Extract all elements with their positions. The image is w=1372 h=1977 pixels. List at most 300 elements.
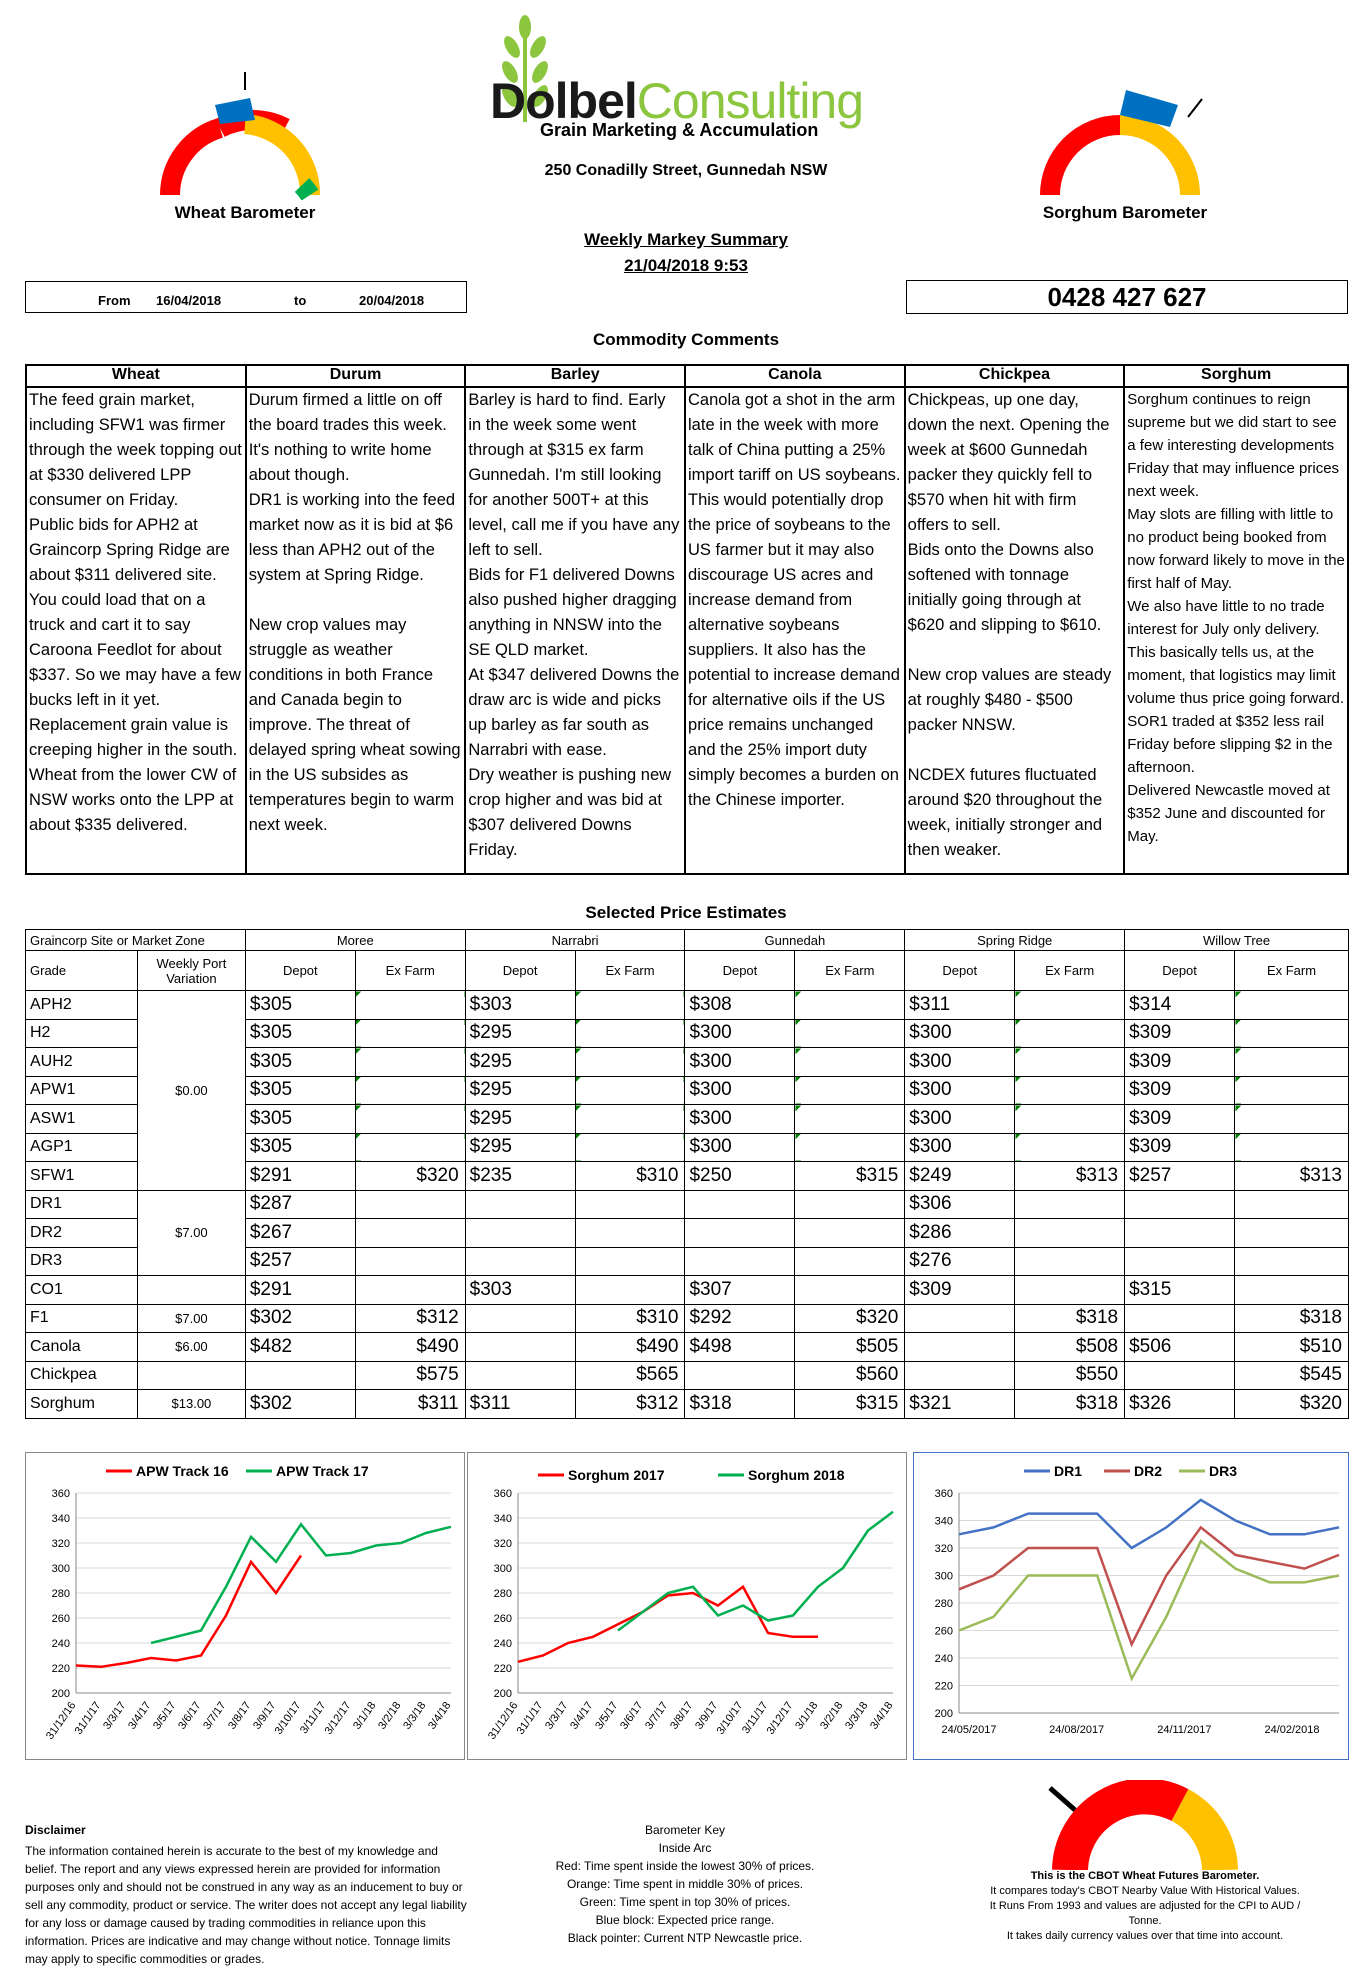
exfarm-price-cell (355, 1076, 465, 1105)
depot-price-cell: $300 (905, 1076, 1015, 1105)
exfarm-price-cell (795, 1076, 905, 1105)
comment-header-canola: Canola (685, 365, 905, 387)
legend-label: DR1 (1054, 1463, 1083, 1479)
site-moree: Moree (245, 930, 465, 951)
cbot-barometer-text: This is the CBOT Wheat Futures Barometer. It compares today's CBOT Nearby Value With Historical Values. It Runs From 1993 and values are adjusted for the CPI to AUD / Tonne. It takes daily currency values over that time into account. (989, 1870, 1301, 1942)
exfarm-price-cell (355, 1276, 465, 1305)
x-tick-label: 3/1/18 (351, 1699, 379, 1732)
depot-price-cell: $482 (245, 1333, 355, 1362)
durum-chart (914, 1453, 1350, 1761)
x-tick-label: 3/1/18 (793, 1699, 821, 1732)
exfarm-price-cell (355, 1219, 465, 1248)
depot-price-cell: $291 (245, 1276, 355, 1305)
to-date: 20/04/2018 (359, 293, 425, 308)
depot-price-cell: $286 (905, 1219, 1015, 1248)
exfarm-price-cell: $490 (355, 1333, 465, 1362)
exfarm-price-cell: $490 (575, 1333, 685, 1362)
depot-price-cell (465, 1361, 575, 1390)
depot-price-cell: $287 (245, 1190, 355, 1219)
exfarm-price-cell (1235, 1133, 1349, 1162)
grade-cell: DR1 (26, 1190, 138, 1219)
depot-price-cell: $276 (905, 1247, 1015, 1276)
exfarm-price-cell (1015, 1019, 1125, 1048)
depot-price-cell: $305 (245, 1019, 355, 1048)
x-tick-label: 24/11/2017 (1157, 1724, 1212, 1736)
exfarm-price-cell (575, 1219, 685, 1248)
y-tick-label: 360 (934, 1488, 953, 1500)
depot-price-cell: $295 (465, 1019, 575, 1048)
x-tick-label: 3/2/18 (376, 1699, 404, 1732)
depot-price-cell (245, 1361, 355, 1390)
grade-cell: AGP1 (26, 1133, 138, 1162)
exfarm-price-cell (1235, 991, 1349, 1020)
y-tick-label: 360 (51, 1488, 70, 1500)
x-tick-label: 3/8/17 (668, 1699, 696, 1732)
exfarm-price-cell (1235, 1276, 1349, 1305)
price-row-canola (26, 1333, 1349, 1362)
y-tick-label: 300 (51, 1563, 70, 1575)
depot-price-cell: $321 (905, 1390, 1015, 1419)
depot-price-cell (465, 1304, 575, 1333)
exfarm-price-cell (795, 1247, 905, 1276)
exfarm-price-cell: $575 (355, 1361, 465, 1390)
depot-price-cell: $303 (465, 1276, 575, 1305)
comments-title: Commodity Comments (592, 330, 780, 349)
depot-price-cell: $307 (685, 1276, 795, 1305)
depot-price-cell: $315 (1125, 1276, 1235, 1305)
x-tick-label: 3/5/17 (593, 1699, 621, 1732)
depot-price-cell: $506 (1125, 1333, 1235, 1362)
exfarm-price-cell: $312 (355, 1304, 465, 1333)
comment-header-barley: Barley (465, 365, 685, 387)
exfarm-price-cell: $565 (575, 1361, 685, 1390)
y-tick-label: 320 (51, 1538, 70, 1550)
price-row-co1 (26, 1276, 1349, 1305)
exfarm-price-cell: $510 (1235, 1333, 1349, 1362)
y-tick-label: 200 (51, 1688, 70, 1700)
apw-track-chart (26, 1453, 466, 1761)
exfarm-price-cell (1235, 1019, 1349, 1048)
y-tick-label: 320 (934, 1543, 953, 1555)
x-tick-label: 3/2/18 (818, 1699, 846, 1732)
brand-tagline: Grain Marketing & Accumulation (540, 120, 819, 140)
exfarm-price-cell (1235, 1076, 1349, 1105)
port-variation-cell: $7.00 (137, 1304, 245, 1333)
depot-price-cell: $318 (685, 1390, 795, 1419)
grade-cell: APH2 (26, 991, 138, 1020)
commodity-comments-table (25, 364, 1349, 875)
comment-sorghum: Sorghum continues to reign supreme but we did start to see a few interesting developments Friday that may influence prices next week. May slots are filling with little to no product being booked from now forward likely to move in the first half of May. We also have little to no trade interest for July only delivery. This basically tells us, at the moment, that logistics may limit volume thus price going forward. SOR1 traded at $352 less rail Friday before slipping $2 in the afternoon. Delivered Newcastle moved at $352 June and discounted for May. (1124, 387, 1348, 874)
depot-price-cell (465, 1247, 575, 1276)
grade-cell: Chickpea (26, 1361, 138, 1390)
comment-header-durum: Durum (246, 365, 466, 387)
depot-price-cell: $326 (1125, 1390, 1235, 1419)
y-tick-label: 360 (493, 1488, 512, 1500)
y-tick-label: 260 (934, 1625, 953, 1638)
y-tick-label: 220 (51, 1663, 70, 1675)
depot-price-cell: $305 (245, 1105, 355, 1134)
x-tick-label: 3/3/17 (101, 1699, 129, 1732)
y-tick-label: 280 (493, 1588, 512, 1600)
grade-cell: AUH2 (26, 1048, 138, 1077)
price-row-dr1 (26, 1190, 1349, 1219)
exfarm-price-cell (1015, 1105, 1125, 1134)
grade-cell: F1 (26, 1304, 138, 1333)
disclaimer-title: Disclaimer (25, 1823, 86, 1837)
grade-cell: Canola (26, 1333, 138, 1362)
depot-price-cell (1125, 1190, 1235, 1219)
depot-price-cell: $292 (685, 1304, 795, 1333)
exfarm-price-cell (795, 1105, 905, 1134)
exfarm-price-cell: $310 (575, 1162, 685, 1191)
price-row-chickpea (26, 1361, 1349, 1390)
y-tick-label: 200 (493, 1688, 512, 1700)
from-date: 16/04/2018 (156, 293, 222, 308)
depot-price-cell: $300 (905, 1105, 1015, 1134)
depot-price-cell (685, 1190, 795, 1219)
port-variation-cell (137, 1276, 245, 1305)
depot-price-cell: $498 (685, 1333, 795, 1362)
port-variation-cell (137, 1361, 245, 1390)
y-tick-label: 200 (934, 1708, 953, 1720)
wheat-barometer-label: Wheat Barometer (174, 203, 316, 222)
depot-price-cell (1125, 1361, 1235, 1390)
depot-price-cell: $300 (905, 1019, 1015, 1048)
exfarm-price-cell: $550 (1015, 1361, 1125, 1390)
depot-price-cell: $305 (245, 1076, 355, 1105)
exfarm-price-cell: $320 (795, 1304, 905, 1333)
x-tick-label: 3/3/18 (843, 1699, 871, 1732)
depot-price-cell: $309 (1125, 1048, 1235, 1077)
x-tick-label: 24/05/2017 (941, 1724, 997, 1736)
exfarm-price-cell (355, 1048, 465, 1077)
x-tick-label: 3/6/17 (176, 1699, 204, 1732)
barometer-key: Barometer Key Inside Arc Red: Time spent inside the lowest 30% of prices. Orange: Time spent in middle 30% of prices. Green: Time spent in top 30% of prices. Blue block: Expected price range. Black pointer: Current NTP Newcastle price. (555, 1823, 815, 1945)
x-tick-label: 3/5/17 (151, 1699, 179, 1732)
series-line-1 (151, 1524, 451, 1643)
y-tick-label: 240 (51, 1638, 70, 1650)
x-tick-label: 3/10/17 (714, 1699, 746, 1737)
legend-label: DR2 (1134, 1463, 1163, 1479)
grade-cell: DR2 (26, 1219, 138, 1248)
depot-price-cell (905, 1361, 1015, 1390)
depot-price-cell: $302 (245, 1304, 355, 1333)
depot-price-cell (685, 1361, 795, 1390)
grade-cell: ASW1 (26, 1105, 138, 1134)
exfarm-price-cell: $318 (1015, 1304, 1125, 1333)
x-tick-label: 3/9/17 (251, 1699, 279, 1732)
exfarm-price-cell (1235, 1190, 1349, 1219)
series-line-0 (518, 1587, 818, 1662)
depot-price-cell (905, 1333, 1015, 1362)
depot-price-cell: $300 (685, 1019, 795, 1048)
exfarm-price-cell (795, 1048, 905, 1077)
exfarm-price-cell: $505 (795, 1333, 905, 1362)
exfarm-price-cell (575, 1190, 685, 1219)
sorghum-barometer-label: Sorghum Barometer (1042, 203, 1208, 222)
sorghum-barometer-gauge (1030, 75, 1230, 205)
grade-cell: DR3 (26, 1247, 138, 1276)
x-tick-label: 3/3/17 (543, 1699, 571, 1732)
depot-price-cell: $300 (685, 1076, 795, 1105)
x-tick-label: 3/12/17 (322, 1699, 354, 1737)
depot-price-cell (465, 1333, 575, 1362)
price-row-aph2 (26, 991, 1349, 1020)
exfarm-price-cell: $312 (575, 1390, 685, 1419)
depot-price-cell: $309 (1125, 1019, 1235, 1048)
x-tick-label: 3/6/17 (618, 1699, 646, 1732)
exfarm-price-cell: $508 (1015, 1333, 1125, 1362)
address: 250 Conadilly Street, Gunnedah NSW (544, 162, 828, 179)
depot-price-cell: $302 (245, 1390, 355, 1419)
x-tick-label: 3/9/17 (693, 1699, 721, 1732)
port-variation-cell: $13.00 (137, 1390, 245, 1419)
exfarm-price-cell: $545 (1235, 1361, 1349, 1390)
y-tick-label: 220 (934, 1680, 953, 1693)
report-datetime: 21/04/2018 9:53 (624, 256, 748, 275)
exfarm-price-cell (575, 1019, 685, 1048)
depot-price-cell: $257 (1125, 1162, 1235, 1191)
exfarm-price-cell (1015, 1133, 1125, 1162)
exfarm-price-cell (575, 1133, 685, 1162)
depot-price-cell: $309 (1125, 1076, 1235, 1105)
exfarm-price-cell (575, 991, 685, 1020)
y-tick-label: 320 (493, 1538, 512, 1550)
depot-price-cell (905, 1304, 1015, 1333)
grade-cell: Sorghum (26, 1390, 138, 1419)
exfarm-price-cell: $560 (795, 1361, 905, 1390)
depot-price-cell: $300 (685, 1048, 795, 1077)
site-spring-ridge: Spring Ridge (905, 930, 1125, 951)
x-tick-label: 3/4/18 (426, 1699, 454, 1732)
series-line-1 (618, 1512, 893, 1631)
y-tick-label: 340 (493, 1513, 512, 1525)
exfarm-price-cell (355, 1190, 465, 1219)
exfarm-price-cell (355, 991, 465, 1020)
series-line-0 (76, 1556, 301, 1667)
price-row-sorghum (26, 1390, 1349, 1419)
phone-number: 0428 427 627 (906, 280, 1348, 314)
exfarm-price-cell (1015, 991, 1125, 1020)
grade-cell: APW1 (26, 1076, 138, 1105)
exfarm-price-cell (795, 1019, 905, 1048)
exfarm-price-cell: $318 (1235, 1304, 1349, 1333)
site-narrabri: Narrabri (465, 930, 685, 951)
disclaimer-text: The information contained herein is accurate to the best of my knowledge and belief. The report and any views expressed herein are provided for information purposes only and should not be construed in any way as an inducement to buy or sell any commodity, product or service. The writer does not accept any legal liability for any loss or damage caused by trading commodities in reliance upon this information. Prices are indicative and may change without notice. Tonnage limits may apply to specific commodities or grades. (25, 1844, 467, 1966)
exfarm-price-cell (1235, 1105, 1349, 1134)
exfarm-price-cell (575, 1048, 685, 1077)
x-tick-label: 31/12/16 (486, 1699, 521, 1742)
depot-price-cell: $249 (905, 1162, 1015, 1191)
y-tick-label: 240 (493, 1638, 512, 1650)
x-tick-label: 24/02/2018 (1264, 1724, 1320, 1736)
exfarm-price-cell (355, 1019, 465, 1048)
exfarm-price-cell (1015, 1219, 1125, 1248)
y-tick-label: 260 (493, 1613, 512, 1625)
y-tick-label: 300 (493, 1563, 512, 1575)
x-tick-label: 3/11/17 (298, 1699, 329, 1737)
x-tick-label: 3/11/17 (740, 1699, 771, 1737)
depot-price-cell: $291 (245, 1162, 355, 1191)
exfarm-price-cell (795, 1190, 905, 1219)
depot-price-cell: $309 (1125, 1105, 1235, 1134)
legend-label: APW Track 16 (136, 1463, 229, 1479)
depot-price-cell: $300 (905, 1048, 1015, 1077)
exfarm-price-cell: $313 (1015, 1162, 1125, 1191)
y-tick-label: 280 (51, 1588, 70, 1600)
series-line-1 (959, 1527, 1339, 1644)
exfarm-price-cell (1235, 1048, 1349, 1077)
depot-price-cell: $311 (465, 1390, 575, 1419)
exfarm-price-cell (355, 1133, 465, 1162)
legend-label: APW Track 17 (276, 1463, 369, 1479)
exfarm-price-cell (1015, 1076, 1125, 1105)
x-tick-label: 3/10/17 (272, 1699, 304, 1737)
exfarm-price-cell (795, 1276, 905, 1305)
exfarm-price-cell (795, 991, 905, 1020)
y-tick-label: 240 (934, 1653, 953, 1665)
depot-price-cell: $295 (465, 1076, 575, 1105)
depot-price-cell: $305 (245, 991, 355, 1020)
exfarm-price-cell (1015, 1048, 1125, 1077)
port-variation-cell: $7.00 (137, 1190, 245, 1276)
depot-price-cell: $267 (245, 1219, 355, 1248)
exfarm-price-cell (795, 1219, 905, 1248)
y-tick-label: 220 (493, 1663, 512, 1675)
depot-price-cell (1125, 1247, 1235, 1276)
report-title: Weekly Markey Summary (584, 230, 788, 249)
depot-price-cell: $300 (685, 1133, 795, 1162)
depot-price-cell (465, 1219, 575, 1248)
comment-canola: Canola got a shot in the arm late in the week with more talk of China putting a 25% import tariff on US soybeans. This would potentially drop the price of soybeans to the US farmer but it may also discourage US acres and increase demand from alternative soybeans suppliers. It also has the potential to increase demand for alternative oils if the US price remains unchanged and the 25% import duty simply becomes a burden on the Chinese importer. (685, 387, 905, 874)
exfarm-price-cell: $320 (355, 1162, 465, 1191)
y-tick-label: 340 (51, 1513, 70, 1525)
depot-price-cell: $250 (685, 1162, 795, 1191)
depot-price-cell: $309 (1125, 1133, 1235, 1162)
exfarm-price-cell (1015, 1276, 1125, 1305)
exfarm-price-cell (1235, 1219, 1349, 1248)
depot-price-cell: $303 (465, 991, 575, 1020)
depot-price-cell: $295 (465, 1048, 575, 1077)
depot-price-cell (465, 1190, 575, 1219)
legend-label: DR3 (1209, 1463, 1238, 1479)
exfarm-price-cell (575, 1105, 685, 1134)
exfarm-price-cell (575, 1076, 685, 1105)
y-tick-label: 340 (934, 1515, 953, 1528)
x-tick-label: 3/4/17 (126, 1699, 154, 1732)
exfarm-price-cell: $311 (355, 1390, 465, 1419)
depot-price-cell: $300 (905, 1133, 1015, 1162)
y-tick-label: 260 (51, 1613, 70, 1625)
exfarm-price-cell (1235, 1247, 1349, 1276)
y-tick-label: 280 (934, 1598, 953, 1610)
exfarm-price-cell (795, 1133, 905, 1162)
exfarm-price-cell (575, 1276, 685, 1305)
exfarm-price-cell: $315 (795, 1390, 905, 1419)
x-tick-label: 31/1/17 (72, 1699, 104, 1737)
comment-barley: Barley is hard to find. Early in the week some went through at $315 ex farm Gunnedah. I'm still looking for another 500T+ at this level, call me if you have any left to sell. Bids for F1 delivered Downs also pushed higher dragging anything in NNSW into the SE QLD market. At $347 delivered Downs the draw arc is wide and picks up barley as far south as Narrabri with ease. Dry weather is pushing new crop higher and was bid at $307 delivered Downs Friday. (465, 387, 685, 874)
depot-price-cell (685, 1219, 795, 1248)
exfarm-price-cell: $315 (795, 1162, 905, 1191)
port-variation-cell: $6.00 (137, 1333, 245, 1362)
grade-cell: SFW1 (26, 1162, 138, 1191)
depot-price-cell: $257 (245, 1247, 355, 1276)
depot-price-cell: $305 (245, 1048, 355, 1077)
grade-cell: H2 (26, 1019, 138, 1048)
exfarm-price-cell: $313 (1235, 1162, 1349, 1191)
legend-label: Sorghum 2017 (568, 1467, 665, 1483)
sorghum-track-chart (468, 1453, 908, 1761)
exfarm-price-cell (1015, 1190, 1125, 1219)
comment-header-chickpea: Chickpea (905, 365, 1125, 387)
site-willow-tree: Willow Tree (1125, 930, 1349, 951)
x-tick-label: 3/12/17 (764, 1699, 796, 1737)
site-gunnedah: Gunnedah (685, 930, 905, 951)
depot-price-cell (1125, 1219, 1235, 1248)
date-range-box: From 16/04/2018 to 20/04/2018 (25, 281, 467, 313)
x-tick-label: 3/4/17 (568, 1699, 596, 1732)
depot-price-cell: $311 (905, 991, 1015, 1020)
y-tick-label: 300 (934, 1570, 953, 1583)
depot-price-cell: $235 (465, 1162, 575, 1191)
brand-logo: DolbelConsulting (490, 73, 864, 129)
price-estimates-table: Graincorp Site or Market Zone Moree Narrabri Gunnedah Spring Ridge Willow Tree Grade Weekly Port Variation Depot Ex Farm Depot Ex Farm Depot Ex Farm Depot Ex Farm Depot Ex Farm APH2 $0.00 $305 $303 $308 $311 $314 H2 $305 $295 $300 $300 $309 AUH2 $305 $295 $300 $300 $309 APW1 $305 $295 $300 $300 $309 ASW1 $305 $295 $300 $300 $309 AGP1 $305 $295 $300 $300 $309 SFW1 $291 $320 $235 $310 $250 $315 $249 $313 $257 $313 DR1 $7.00 $287 $306 DR2 $267 $286 DR3 $257 $276 CO1 $291 $303 $307 $309 $315 F1 $7.00 $302 $312 $310 $292 $320 $318 $318 Canola $6.00 $482 $490 $490 $498 $505 $508 $506 $510 Chickpea $575 $565 $560 $550 $545 Sorghum $13.00 $302 $311 $311 $312 $318 $315 $321 $318 $326 $320 (25, 929, 1349, 1419)
depot-price-cell: $305 (245, 1133, 355, 1162)
depot-price-cell (1125, 1304, 1235, 1333)
depot-price-cell (685, 1247, 795, 1276)
price-row-f1 (26, 1304, 1349, 1333)
exfarm-price-cell: $318 (1015, 1390, 1125, 1419)
exfarm-price-cell: $310 (575, 1304, 685, 1333)
x-tick-label: 3/3/18 (401, 1699, 429, 1732)
x-tick-label: 24/08/2017 (1049, 1724, 1105, 1736)
apw-track-chart-box (25, 1452, 465, 1760)
comment-durum: Durum firmed a little on off the board trades this week. It's nothing to write home about though. DR1 is working into the feed market now as it is bid at $6 less than APH2 out of the system at Spring Ridge. New crop values may struggle as weather conditions in both France and Canada begin to improve. The threat of delayed spring wheat sowing in the US subsides as temperatures begin to warm next week. (246, 387, 466, 874)
wheat-barometer-gauge (150, 60, 330, 200)
exfarm-price-cell: $320 (1235, 1390, 1349, 1419)
x-tick-label: 3/7/17 (201, 1699, 229, 1732)
durum-chart-box (913, 1452, 1349, 1760)
exfarm-price-cell (355, 1247, 465, 1276)
cbot-barometer-gauge (1035, 1780, 1255, 1870)
x-tick-label: 3/7/17 (643, 1699, 671, 1732)
comment-header-wheat: Wheat (26, 365, 246, 387)
comment-chickpea: Chickpeas, up one day, down the next. Opening the week at $600 Gunnedah packer they quickly fell to $570 when hit with firm offers to sell. Bids onto the Downs also softened with tonnage initially going through at $620 and slipping to $610. New crop values are steady at roughly $480 - $500 packer NNSW. NCDEX futures fluctuated around $20 throughout the week, initially stronger and then weaker. (905, 387, 1125, 874)
sorghum-track-chart-box (467, 1452, 907, 1760)
port-variation-cell: $0.00 (137, 991, 245, 1191)
x-tick-label: 3/4/18 (868, 1699, 896, 1732)
depot-price-cell: $309 (905, 1276, 1015, 1305)
prices-title: Selected Price Estimates (585, 903, 787, 922)
depot-price-cell: $308 (685, 991, 795, 1020)
legend-label: Sorghum 2018 (748, 1467, 845, 1483)
depot-price-cell: $306 (905, 1190, 1015, 1219)
grade-cell: CO1 (26, 1276, 138, 1305)
depot-price-cell: $314 (1125, 991, 1235, 1020)
series-line-0 (959, 1500, 1339, 1548)
comment-header-sorghum: Sorghum (1124, 365, 1348, 387)
x-tick-label: 31/1/17 (514, 1699, 546, 1737)
comment-wheat: The feed grain market, including SFW1 was firmer through the week topping out at $330 delivered LPP consumer on Friday. Public bids for APH2 at Graincorp Spring Ridge are about $311 delivered site. You could load that on a truck and cart it to say Caroona Feedlot for about $337. So we may have a few bucks left in it yet. Replacement grain value is creeping higher in the south. Wheat from the lower CW of NSW works onto the LPP at about $335 delivered. (26, 387, 246, 874)
exfarm-price-cell (355, 1105, 465, 1134)
depot-price-cell: $300 (685, 1105, 795, 1134)
depot-price-cell: $295 (465, 1105, 575, 1134)
exfarm-price-cell (575, 1247, 685, 1276)
x-tick-label: 31/12/16 (44, 1699, 79, 1742)
x-tick-label: 3/8/17 (226, 1699, 254, 1732)
depot-price-cell: $295 (465, 1133, 575, 1162)
exfarm-price-cell (1015, 1247, 1125, 1276)
